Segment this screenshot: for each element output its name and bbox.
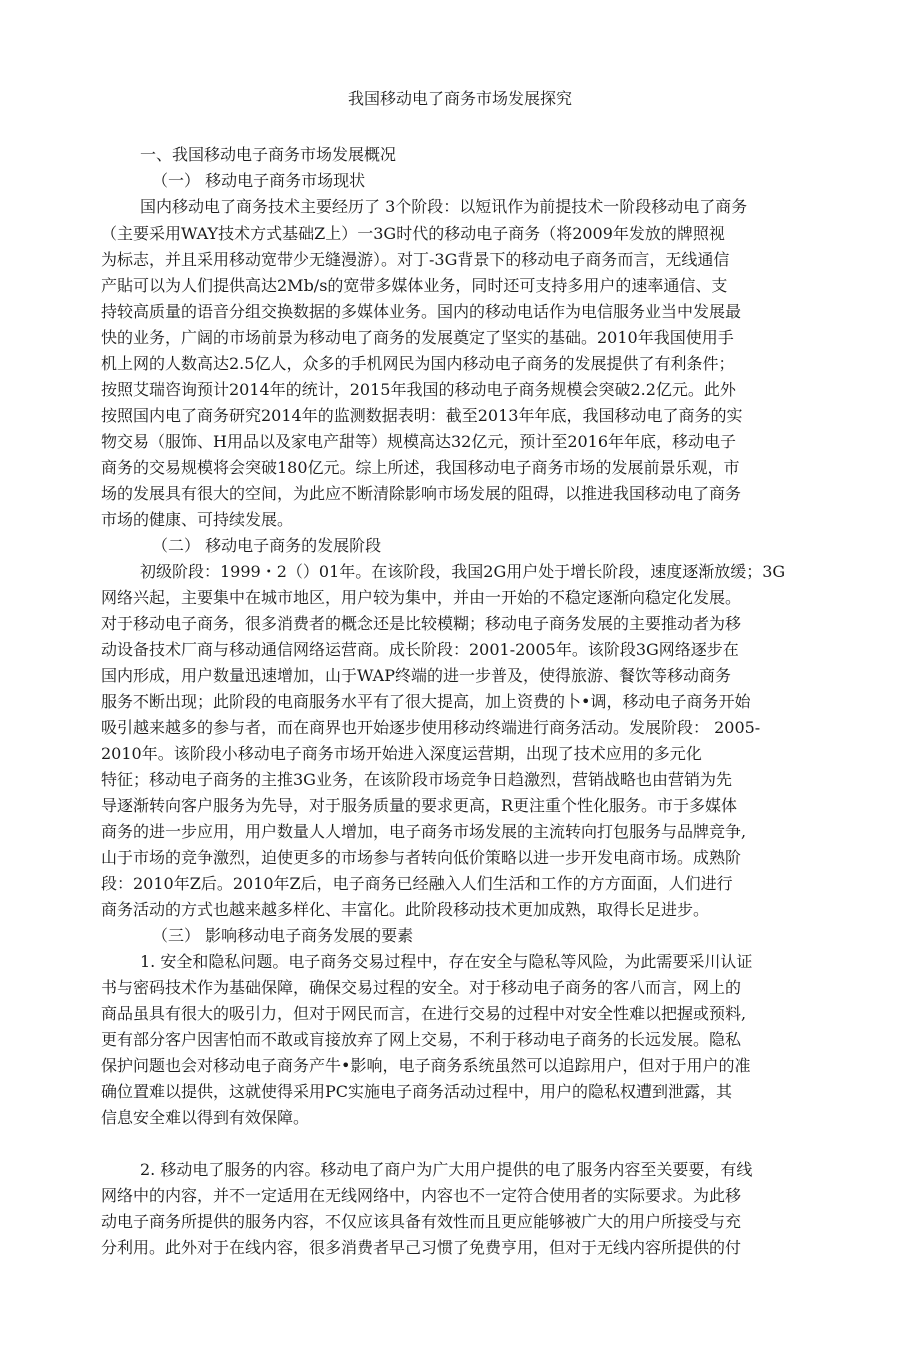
paragraph-line: 导逐渐转向客户服务为先导，对于服务质量的要求更高，R更注重个性化服务。市于多媒体 <box>101 796 738 815</box>
subsection-heading-2: （二） 移动电子商务的发展阶段 <box>152 536 382 555</box>
paragraph-line: 确位置难以提供，这就使得采用PC实施电子商务活动过程中，用户的隐私权遭到泄露，其 <box>101 1082 733 1101</box>
paragraph-line: 网络中的内容，并不一定适用在无线网络中，内容也不一定符合使用者的实际要求。为此移 <box>101 1186 742 1205</box>
paragraph-line: 为标志，并且采用移动宽带少无缝漫游）。对丁-3G背景下的移动电子商务而言，无线通信 <box>101 250 730 269</box>
paragraph-line: 产貼可以为人们提供高达2Mb/s的宽带多媒体业务，同时还可支持多用户的速率通信、支 <box>101 276 728 295</box>
paragraph-line: 持较高质量的语音分组交换数据的多媒体业务。国内的移动电话作为电信服务业当中发展最 <box>101 302 742 321</box>
paragraph-line: 国内移动电了商务技术主要经历了 3个阶段：以短讯作为前提技术一阶段移动电了商务 <box>140 197 748 216</box>
paragraph-line: 段：2010年Z后。2010年Z后，电子商务已经融入人们生活和工作的方方面面，人们进行 <box>101 874 733 893</box>
paragraph-line: 机上网的人数高达2.5亿人，众多的手机网民为国内移动电子商务的发展提供了有利条件； <box>101 354 735 373</box>
subsection-heading-3: （三） 影响移动电子商务发展的要素 <box>152 926 414 945</box>
paragraph-line: 山于市场的竞争激烈，迫使更多的市场参与者转向低价策略以进一步开发电商市场。成熟阶 <box>101 848 742 867</box>
paragraph-line: 快的业务，广阔的市场前景为移动电了商务的发展奠定了坚实的基础。2010年我国使用手 <box>101 328 734 347</box>
paragraph-line: 商品虽具有很大的吸引力，但对于网民而言，在进行交易的过程中对安全性难以把握或预料, <box>101 1004 747 1023</box>
paragraph-line: 1. 安全和隐私问题。电子商务交易过程中，存在安全与隐私等风险，为此需要采川认证 <box>140 952 753 971</box>
paragraph-line: 物交易（服饰、H用品以及家电产甜等）规模高达32亿元，预计至2016年年底，移动电子 <box>101 432 737 451</box>
paragraph-line: 按照艾瑞咨询预计2014年的统计，2015年我国的移动电子商务规模会突破2.2亿元。此外 <box>101 380 736 399</box>
paragraph-line: 保护问题也会对移动电子商务产牛•影响，电子商务系统虽然可以追踪用户，但对于用户的准 <box>101 1056 751 1075</box>
paragraph-line: 初级阶段：1999・2（）01年。在该阶段，我国2G用户处于增长阶段，速度逐渐放缓；3G <box>140 562 786 581</box>
paragraph-line: 商务的交易规模将会突破180亿元。综上所述，我国移动电子商务市场的发展前景乐观，市 <box>101 458 740 477</box>
paragraph-line: 服务不断出现；此阶段的电商服务水平有了很大提高，加上资费的卜•调，移动电子商务开始 <box>101 692 751 711</box>
paragraph-line: 2. 移动电了服务的内容。移动电了商户为广大用户提供的电了服务内容至关要要，有线 <box>140 1160 753 1179</box>
paragraph-line: 网络兴起，主要集中在城市地区，用户较为集中，并由一开始的不稳定逐渐向稳定化发展。 <box>101 588 742 607</box>
paragraph-line: 动电子商务所提供的服务内容，不仅应该具备有效性而且更应能够被广大的用户所接受与充 <box>101 1212 742 1231</box>
paragraph-line: 对于移动电子商务，很多消费者的概念还是比较模糊；移动电子商务发展的主要推动者为移 <box>101 614 742 633</box>
paragraph-line: 动设备技术厂商与移动通信网络运营商。成长阶段：2001-2005年。该阶段3G网络逐步在 <box>101 640 739 659</box>
paragraph-line: 国内形成，用户数量迅速增加，山于WAP终端的进一步普及，使得旅游、餐饮等移动商务 <box>101 666 731 685</box>
paragraph-line: 商务的进一步应用，用户数量人人增加，电子商务市场发展的主流转向打包服务与品牌竞争, <box>101 822 747 841</box>
paragraph-line: 特征；移动电子商务的主推3G业务，在该阶段市场竞争日趋激烈，营销战略也由营销为先 <box>101 770 732 789</box>
paragraph-line: 吸引越来越多的参与者，而在商界也开始逐步使用移动终端进行商务活动。发展阶段： 2005- <box>101 718 761 737</box>
paragraph-line: 商务活动的方式也越来越多样化、丰富化。此阶段移动技术更加成熟，取得长足进步。 <box>101 900 710 919</box>
paragraph-line: （主要采用WAY技术方式基础Z上）一3G时代的移动电子商务（将2009年发放的牌照视 <box>101 224 725 243</box>
paragraph-line: 场的发展具有很大的空间，为此应不断清除影响市场发展的阻碍，以推进我国移动电了商务 <box>101 484 742 503</box>
section-heading-1: 一、我国移动电子商务市场发展概况 <box>140 145 397 164</box>
paragraph-line: 信息安全难以得到有效保障。 <box>101 1108 310 1127</box>
document-title: 我国移动电了商务市场发展探究 <box>347 89 572 108</box>
paragraph-line: 2010年。该阶段小移动电子商务市场开始进入深度运营期，出现了技术应用的多元化 <box>101 744 702 763</box>
paragraph-line: 按照国内电了商务研究2014年的监测数据表明：截至2013年年底，我国移动电了商务的实 <box>101 406 743 425</box>
paragraph-line: 市场的健康、可持续发展。 <box>101 510 294 529</box>
paragraph-line: 更有部分客户因害怕而不敢或肓接放弃了网上交易，不利于移动电子商务的长远发展。隐私 <box>101 1030 742 1049</box>
subsection-heading-1: （一） 移动电子商务市场现状 <box>152 171 366 190</box>
paragraph-line: 书与密码技术作为基础保障，确保交易过程的安全。对于移动电子商务的客八而言，网上的 <box>101 978 742 997</box>
paragraph-line: 分利用。此外对于在线内容，很多消费者早己习惯了免费亨用，但对于无线内容所提供的付 <box>101 1238 742 1257</box>
